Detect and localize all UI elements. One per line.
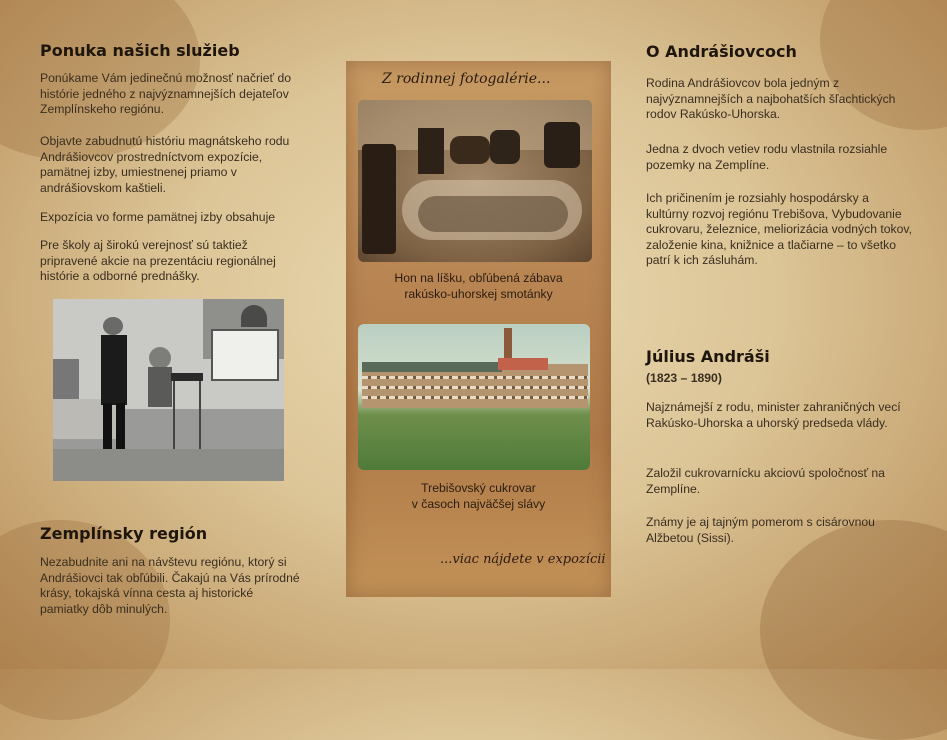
paper-stain xyxy=(0,520,170,720)
services-paragraph-3: Expozícia vo forme pamätnej izby obsahuje xyxy=(40,210,276,224)
fox-hunt-caption-line-1: Hon na líšku, obľúbená zábava xyxy=(394,271,563,285)
julius-paragraph-2: Založil cukrovarnícku akciovú spoločnosť na Zemplíne. xyxy=(646,466,885,496)
julius-years: (1823 – 1890) xyxy=(646,371,722,385)
julius-paragraph-1: Najznámejší z rodu, minister zahraničných vecí Rakúsko-Uhorska a uhorský predseda vlády. xyxy=(646,400,901,430)
family-heading: O Andrášiovcoch xyxy=(646,42,797,61)
paper-stain xyxy=(760,520,947,740)
julius-paragraph-3: Známy je aj tajným pomerom s cisárovnou Alžbetou (Sissi). xyxy=(646,515,875,545)
sugar-factory-photo xyxy=(358,324,590,470)
exhibition-photo xyxy=(53,299,284,481)
see-more-note: ...viac nájdete v expozícii xyxy=(440,552,606,567)
region-paragraph: Nezabudnite ani na návštevu regiónu, ktorý si Andrášiovci tak obľúbili. Čakajú na Vás prírodné krásy, tokajská vínna cesta aj historické pamiatky dôb minulých. xyxy=(40,555,300,616)
family-paragraph-2: Jedna z dvoch vetiev rodu vlastnila rozsiahle pozemky na Zemplíne. xyxy=(646,142,888,172)
sugar-factory-caption-line-1: Trebišovský cukrovar xyxy=(421,481,536,495)
region-heading: Zemplínsky región xyxy=(40,524,208,543)
fox-hunt-caption-line-2: rakúsko-uhorskej smotánky xyxy=(404,287,553,301)
julius-heading: Július Andráši xyxy=(646,347,770,366)
fox-hunt-photo xyxy=(358,100,592,262)
family-paragraph-1: Rodina Andrášiovcov bola jedným z najvýznamnejších a najbohatších šľachtických rodov Rakúsko-Uhorska. xyxy=(646,76,896,121)
gallery-title: Z rodinnej fotogalérie... xyxy=(382,71,551,87)
family-paragraph-3: Ich pričinením je rozsiahly hospodársky a kultúrny rozvoj regiónu Trebišova, Vybudovanie cukrovaru, železnice, meliorizácia vodných tokov, založenie kina, knižnice a tlačiarne – to všetko patrí k ich zásluhám. xyxy=(646,191,912,267)
gallery-panel xyxy=(346,61,611,597)
sugar-factory-caption-line-2: v časoch najväčšej slávy xyxy=(411,497,546,511)
services-paragraph-4: Pre školy aj širokú verejnosť sú taktiež pripravené akcie na prezentáciu regionálnej histórie a odborné prednášky. xyxy=(40,238,276,283)
services-heading: Ponuka našich služieb xyxy=(40,41,240,60)
services-paragraph-1: Ponúkame Vám jedinečnú možnosť načrieť do histórie jedného z najvýznamnejších dejateľov Zemplínskeho regiónu. xyxy=(40,71,291,116)
services-paragraph-2: Objavte zabudnutú históriu magnátskeho rodu Andrášiovcov prostredníctvom expozície, pamätnej izby, umiestnenej priamo v andrášiovskom kaštieli. xyxy=(40,134,290,195)
